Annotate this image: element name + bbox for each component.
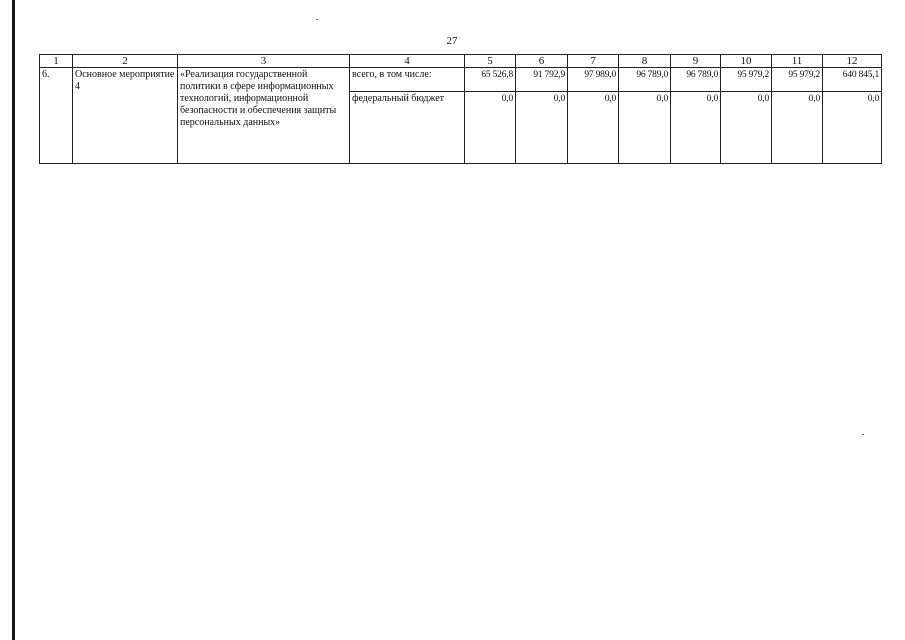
scan-left-edge (12, 0, 15, 640)
header-cell: 6 (516, 55, 568, 68)
value-cell: 0,0 (721, 92, 772, 164)
value-cell: 95 979,2 (721, 68, 772, 92)
header-cell: 9 (671, 55, 721, 68)
table-header-row (40, 55, 882, 68)
scan-speck (316, 19, 318, 20)
item-description: «Реализация государственной политики в сфере информационных технологий, информационной безопасности и обеспечения защиты персональных данных» (178, 68, 350, 164)
scan-speck (862, 434, 864, 435)
funding-label-total: всего, в том числе: (350, 68, 465, 92)
value-cell: 0,0 (516, 92, 568, 164)
value-cell: 0,0 (671, 92, 721, 164)
budget-table (39, 54, 882, 164)
value-cell: 96 789,0 (619, 68, 671, 92)
value-cell: 640 845,1 (823, 68, 882, 92)
value-cell: 0,0 (772, 92, 823, 164)
value-cell: 0,0 (568, 92, 619, 164)
header-cell: 5 (465, 55, 516, 68)
header-cell: 10 (721, 55, 772, 68)
value-cell: 0,0 (823, 92, 882, 164)
value-cell: 0,0 (465, 92, 516, 164)
value-cell: 0,0 (619, 92, 671, 164)
value-cell: 95 979,2 (772, 68, 823, 92)
header-cell: 11 (772, 55, 823, 68)
value-cell: 65 526,8 (465, 68, 516, 92)
header-cell: 3 (178, 55, 350, 68)
header-cell: 4 (350, 55, 465, 68)
header-cell: 2 (73, 55, 178, 68)
header-cell: 12 (823, 55, 882, 68)
header-cell: 7 (568, 55, 619, 68)
header-cell: 1 (40, 55, 73, 68)
funding-label-federal: федеральный бюджет (350, 92, 465, 164)
header-cell: 8 (619, 55, 671, 68)
table-row (40, 68, 882, 92)
value-cell: 96 789,0 (671, 68, 721, 92)
row-number: 6. (40, 68, 73, 164)
value-cell: 97 989,0 (568, 68, 619, 92)
value-cell: 91 792,9 (516, 68, 568, 92)
item-name: Основное мероприятие 4 (73, 68, 178, 164)
page-number: 27 (446, 35, 458, 47)
